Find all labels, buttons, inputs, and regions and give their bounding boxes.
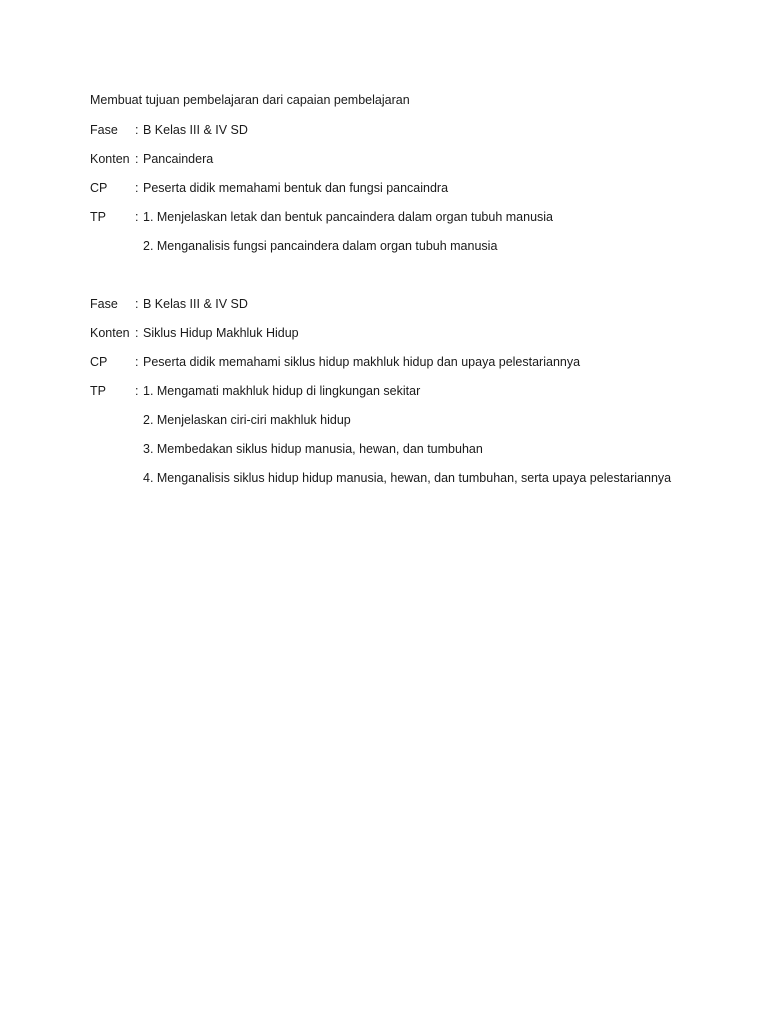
cp-row xyxy=(90,354,730,383)
fase-label: Fase xyxy=(90,123,118,137)
separator: : xyxy=(135,181,139,195)
fase-row xyxy=(90,296,730,325)
separator: : xyxy=(135,384,139,398)
fase-row xyxy=(90,122,730,151)
section-pancaindera xyxy=(90,122,730,267)
separator: : xyxy=(135,210,139,224)
konten-label: Konten xyxy=(90,152,130,166)
konten-value: Pancaindera xyxy=(143,152,214,166)
separator: : xyxy=(135,152,139,166)
tp-row-continued xyxy=(90,412,730,441)
tp-row-continued xyxy=(90,470,730,499)
konten-row xyxy=(90,325,730,354)
separator: : xyxy=(135,326,139,340)
separator: : xyxy=(135,297,139,311)
cp-value: Peserta didik memahami siklus hidup makhluk hidup dan upaya pelestariannya xyxy=(143,355,581,369)
tp-label: TP xyxy=(90,384,106,398)
tp-row xyxy=(90,383,730,412)
tp-item: 1. Mengamati makhluk hidup di lingkungan sekitar xyxy=(143,384,421,398)
tp-item: 3. Membedakan siklus hidup manusia, hewan, dan tumbuhan xyxy=(143,442,483,456)
fase-value: B Kelas III & IV SD xyxy=(143,123,248,137)
tp-label: TP xyxy=(90,210,106,224)
document-title: Membuat tujuan pembelajaran dari capaian pembelajaran xyxy=(90,93,410,107)
tp-item: 2. Menganalisis fungsi pancaindera dalam organ tubuh manusia xyxy=(143,239,498,253)
konten-label: Konten xyxy=(90,326,130,340)
tp-item: 4. Menganalisis siklus hidup hidup manusia, hewan, dan tumbuhan, serta upaya pelestariannya xyxy=(143,471,672,485)
tp-item: 1. Menjelaskan letak dan bentuk pancaindera dalam organ tubuh manusia xyxy=(143,210,553,224)
konten-row xyxy=(90,151,730,180)
separator: : xyxy=(135,123,139,137)
tp-row-continued xyxy=(90,441,730,470)
tp-item: 2. Menjelaskan ciri-ciri makhluk hidup xyxy=(143,413,351,427)
cp-label: CP xyxy=(90,355,108,369)
tp-row xyxy=(90,209,730,238)
konten-value: Siklus Hidup Makhluk Hidup xyxy=(143,326,299,340)
tp-row-continued xyxy=(90,238,730,267)
section-siklus-hidup xyxy=(90,296,730,499)
cp-value: Peserta didik memahami bentuk dan fungsi pancaindra xyxy=(143,181,449,195)
cp-row xyxy=(90,180,730,209)
fase-value: B Kelas III & IV SD xyxy=(143,297,248,311)
fase-label: Fase xyxy=(90,297,118,311)
cp-label: CP xyxy=(90,181,108,195)
separator: : xyxy=(135,355,139,369)
